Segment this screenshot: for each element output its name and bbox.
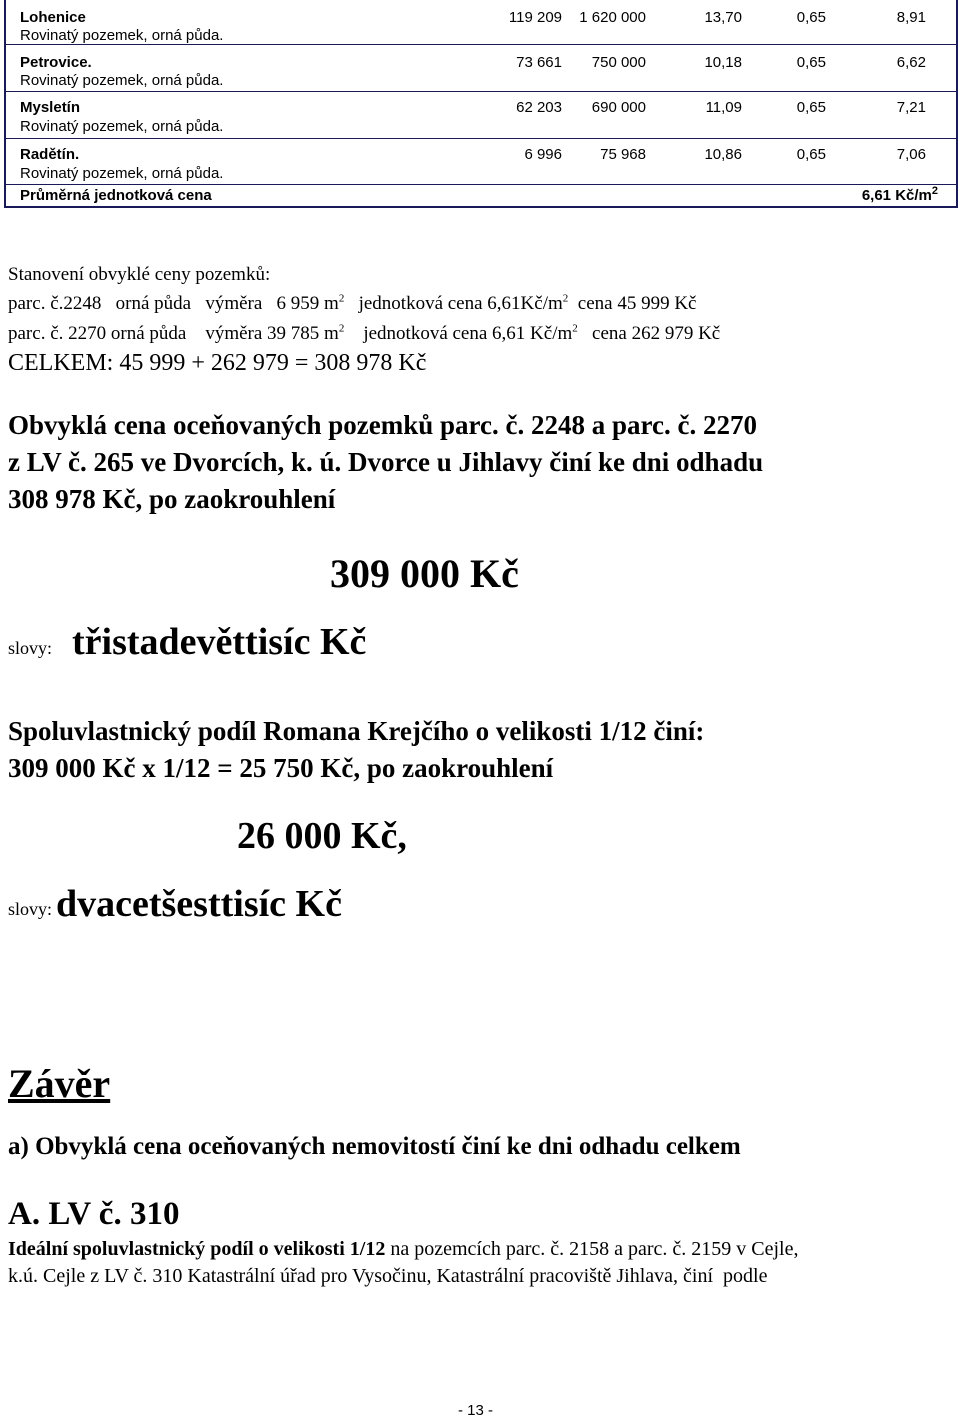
podil-line-1: Spoluvlastnický podíl Romana Krejčího o velikosti 1/12 činí: bbox=[8, 716, 705, 746]
row-value: 0,65 bbox=[796, 9, 826, 26]
row-value: 0,65 bbox=[796, 54, 826, 71]
average-row bbox=[6, 185, 956, 206]
lv-heading: A. LV č. 310 bbox=[8, 1196, 180, 1232]
parcel-line-2270: parc. č. 2270 orná půda výměra 39 785 $m^2$ jednotková cena 6,61 $Kč/m^2$ cena 262 979 Kč bbox=[8, 322, 721, 344]
row-value: 6,62 bbox=[896, 54, 926, 71]
row-name: Mysletín bbox=[20, 99, 81, 116]
page-number: - 13 - bbox=[458, 1402, 494, 1419]
price-table bbox=[4, 0, 958, 208]
row-value: 0,65 bbox=[796, 99, 826, 116]
zaver-heading: Závěr bbox=[8, 1061, 111, 1106]
obvykla-amount: 309 000 Kč bbox=[330, 551, 519, 596]
podil-line-2: 309 000 Kč x 1/12 = 25 750 Kč, po zaokrouhlení bbox=[8, 753, 554, 783]
row-value: 75 968 bbox=[600, 146, 646, 163]
row-value: 11,09 bbox=[705, 99, 742, 116]
row-value: 10,18 bbox=[704, 54, 742, 71]
stanoveni-heading: Stanovení obvyklé ceny pozemků: bbox=[8, 264, 271, 285]
row-value: 73 661 bbox=[516, 54, 562, 71]
zaver-paragraph-line-2: k.ú. Cejle z LV č. 310 Katastrální úřad pro Vysočinu, Katastrální pracoviště Jihlava, činí podle bbox=[8, 1265, 768, 1287]
row-value: 7,06 bbox=[896, 146, 926, 163]
obvykla-line-1: Obvyklá cena oceňovaných pozemků parc. č. 2248 a parc. č. 2270 bbox=[8, 410, 757, 440]
row-value: 7,21 bbox=[896, 99, 926, 116]
row-name: Radětín. bbox=[20, 146, 80, 163]
slovy-label: slovy: bbox=[8, 899, 53, 919]
table-row bbox=[6, 45, 956, 92]
row-value: 10,86 bbox=[704, 146, 742, 163]
average-value: 6,61 $Kč/m^2$ bbox=[861, 185, 938, 204]
row-value: 1 620 000 bbox=[579, 9, 646, 26]
row-value: 62 203 bbox=[516, 99, 562, 116]
table-row bbox=[6, 139, 956, 185]
row-value: 750 000 bbox=[591, 54, 646, 71]
row-desc: Rovinatý pozemek, orná půda. bbox=[20, 118, 224, 135]
row-value: 690 000 bbox=[591, 99, 646, 116]
row-desc: Rovinatý pozemek, orná půda. bbox=[20, 27, 224, 44]
average-label: Průměrná jednotková cena bbox=[20, 187, 212, 204]
row-value: 119 209 bbox=[508, 9, 562, 26]
obvykla-line-2: z LV č. 265 ve Dvorcích, k. ú. Dvorce u Jihlavy činí ke dni odhadu bbox=[8, 447, 764, 477]
row-value: 0,65 bbox=[796, 146, 826, 163]
zaver-paragraph-line-1: Ideální spoluvlastnický podíl o velikosti 1/12 na pozemcích parc. č. 2158 a parc. č. 2159 v Cejle, bbox=[8, 1238, 799, 1260]
table-row bbox=[6, 92, 956, 139]
row-value: 6 996 bbox=[524, 146, 562, 163]
row-value: 8,91 bbox=[896, 9, 926, 26]
row-value: 13,70 bbox=[704, 9, 742, 26]
row-name: Petrovice. bbox=[20, 54, 92, 71]
row-desc: Rovinatý pozemek, orná půda. bbox=[20, 72, 224, 89]
row-name: Lohenice bbox=[20, 9, 86, 26]
zaver-line-a: a) Obvyklá cena oceňovaných nemovitostí činí ke dni odhadu celkem bbox=[8, 1133, 741, 1160]
table-row bbox=[6, 0, 956, 45]
slovy-text: dvacetšesttisíc Kč bbox=[56, 883, 342, 925]
total-line: CELKEM: 45 999 + 262 979 = 308 978 Kč bbox=[8, 350, 427, 376]
slovy-label: slovy: bbox=[8, 638, 53, 658]
obvykla-line-3: 308 978 Kč, po zaokrouhlení bbox=[8, 484, 336, 514]
slovy-text: třistadevěttisíc Kč bbox=[72, 621, 367, 663]
row-desc: Rovinatý pozemek, orná půda. bbox=[20, 165, 224, 182]
parcel-line-2248: parc. č.2248 orná půda výměra 6 959 $m^2$ jednotková cena $6,61Kč/m^2$ cena 45 999 Kč bbox=[8, 292, 697, 314]
podil-amount: 26 000 Kč, bbox=[237, 815, 407, 857]
